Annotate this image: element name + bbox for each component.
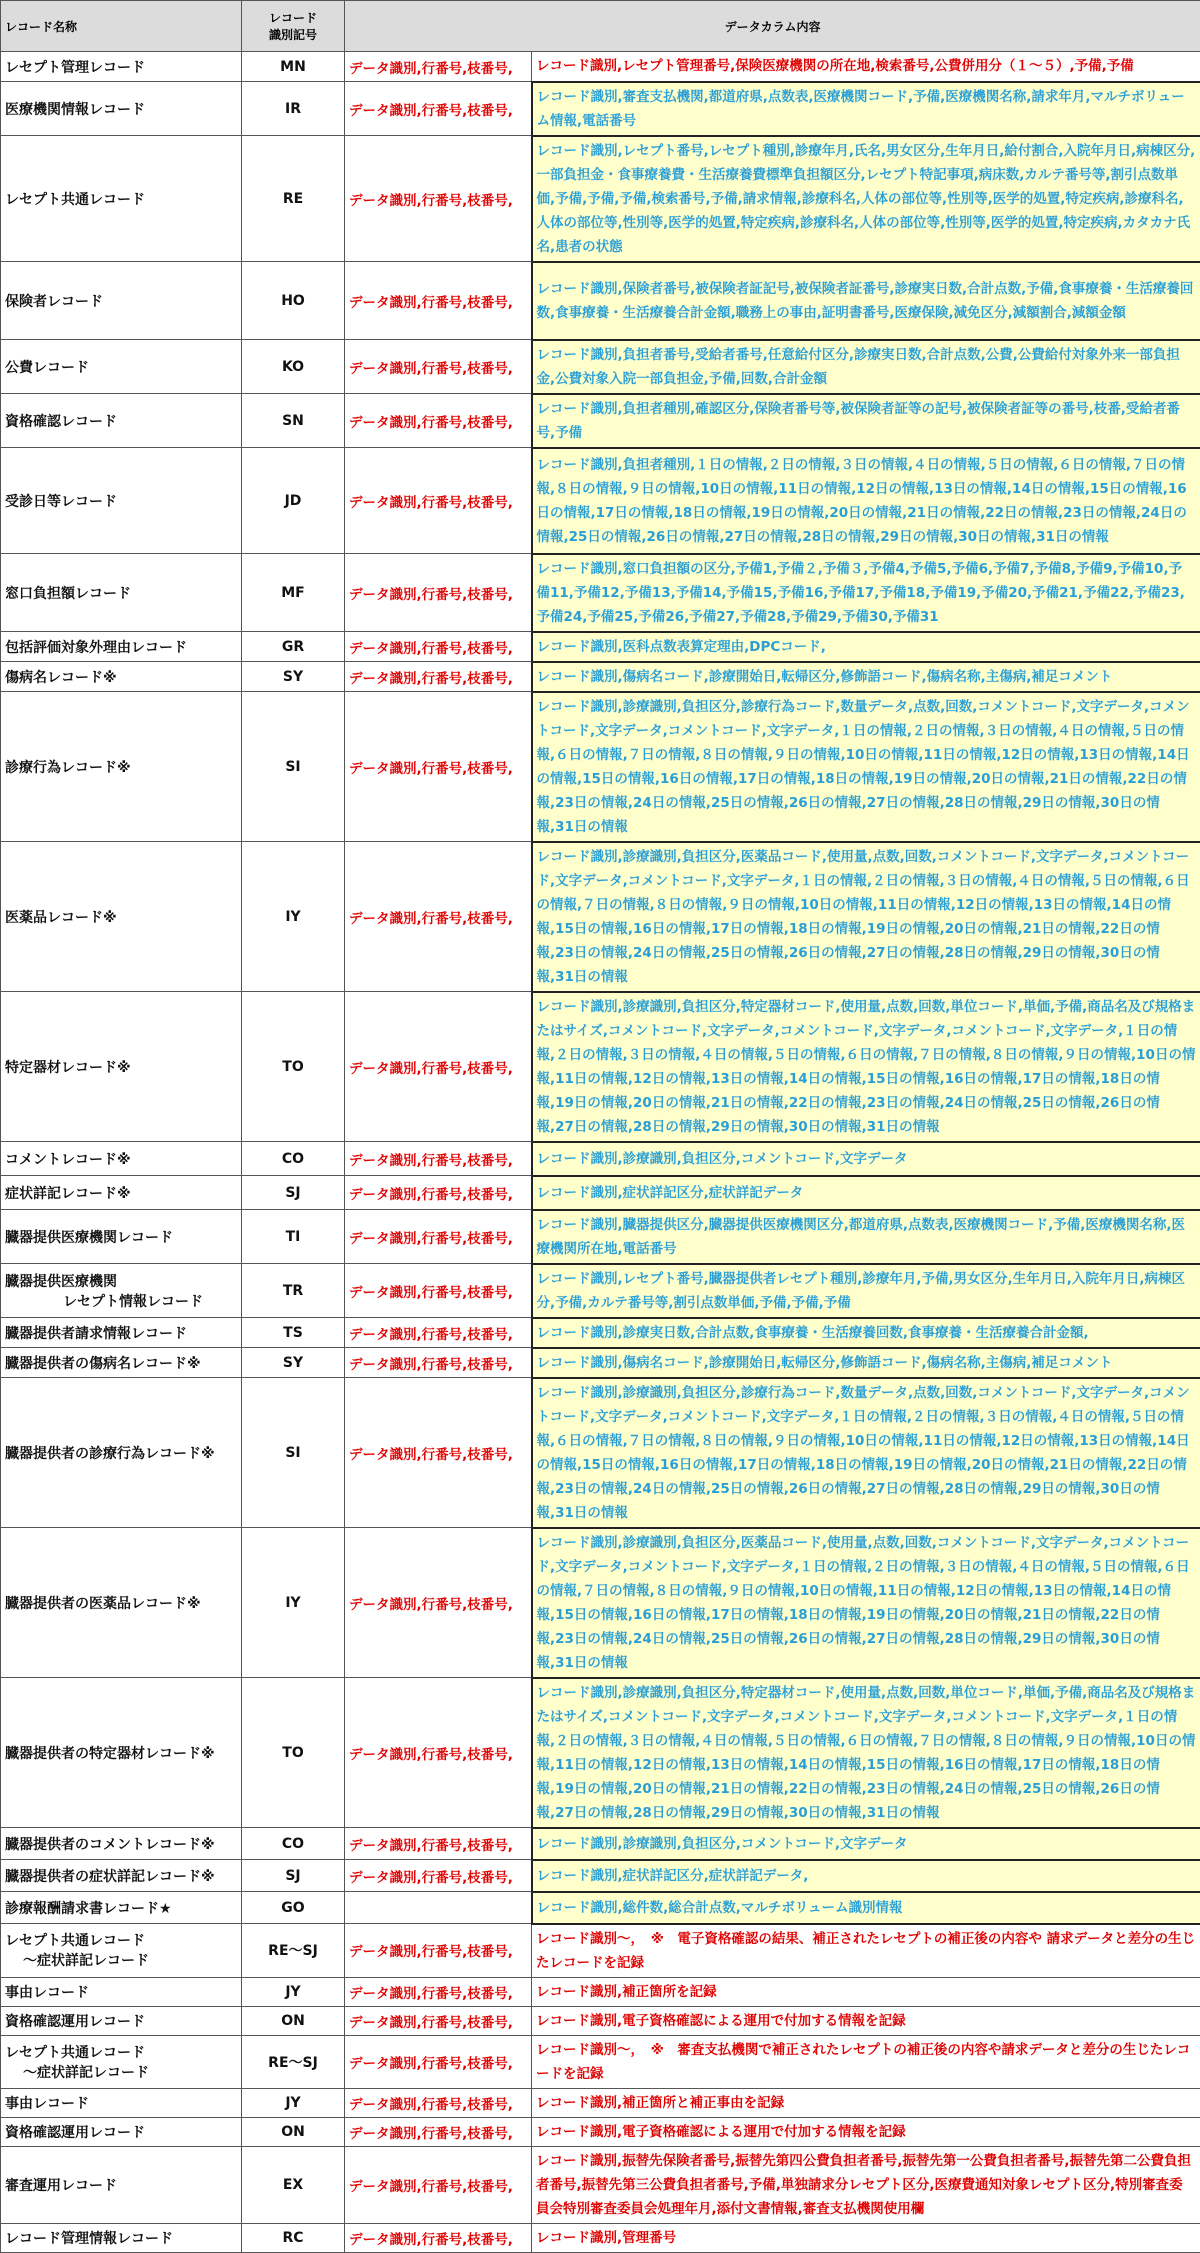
common-columns-cell: データ識別,行番号,枝番号, <box>345 448 532 554</box>
data-columns-cell: レコード識別,診療識別,負担区分,診療行為コード,数量データ,点数,回数,コメントコード,文字データ,コメントコード,文字データ,コメントコード,文字データ,１日の情報,２日の情報,３日の情報,４日の情報,５日の情報,６日の情報,７日の情報,８日の情報,９日の情報,10日の情報,11日の情報,12日の情報,13日の情報,14日の情報,15日の情報,16日の情報,17日の情報,18日の情報,19日の情報,20日の情報,21日の情報,22日の情報,23日の情報,24日の情報,25日の情報,26日の情報,27日の情報,28日の情報,29日の情報,30日の情報,31日の情報 <box>532 1378 1200 1528</box>
record-name-cell: レコード管理情報レコード <box>1 2223 242 2252</box>
data-columns-cell: レコード識別,傷病名コード,診療開始日,転帰区分,修飾語コード,傷病名称,主傷病,補足コメント <box>532 1348 1200 1378</box>
record-code-cell: SJ <box>242 1860 345 1892</box>
common-columns-cell: データ識別,行番号,枝番号, <box>345 1977 532 2006</box>
record-name-cell: レセプト共通レコード <box>1 136 242 262</box>
header-record-code: レコード 識別記号 <box>242 1 345 52</box>
record-code-cell: SI <box>242 1378 345 1528</box>
record-name-cell: 特定器材レコード※ <box>1 992 242 1142</box>
data-columns-cell: レコード識別,電子資格確認による運用で付加する情報を記録 <box>532 2117 1200 2146</box>
table-row <box>1 1828 1200 1860</box>
record-code-cell: SY <box>242 662 345 692</box>
common-columns-cell: データ識別,行番号,枝番号, <box>345 1348 532 1378</box>
record-code-cell: IY <box>242 842 345 992</box>
data-columns-cell: レコード識別,管理番号 <box>532 2223 1200 2252</box>
record-code-cell: RE <box>242 136 345 262</box>
record-code-cell: HO <box>242 262 345 340</box>
record-code-cell: TI <box>242 1210 345 1264</box>
common-columns-cell: データ識別,行番号,枝番号, <box>345 662 532 692</box>
record-code-cell: IY <box>242 1528 345 1678</box>
common-columns-cell: データ識別,行番号,枝番号, <box>345 692 532 842</box>
data-columns-cell: レコード識別,診療実日数,合計点数,食事療養・生活療養回数,食事療養・生活療養合計金額, <box>532 1318 1200 1348</box>
record-code-cell: CO <box>242 1828 345 1860</box>
data-columns-cell: レコード識別,診療識別,負担区分,診療行為コード,数量データ,点数,回数,コメントコード,文字データ,コメントコード,文字データ,コメントコード,文字データ,１日の情報,２日の情報,３日の情報,４日の情報,５日の情報,６日の情報,７日の情報,８日の情報,９日の情報,10日の情報,11日の情報,12日の情報,13日の情報,14日の情報,15日の情報,16日の情報,17日の情報,18日の情報,19日の情報,20日の情報,21日の情報,22日の情報,23日の情報,24日の情報,25日の情報,26日の情報,27日の情報,28日の情報,29日の情報,30日の情報,31日の情報 <box>532 692 1200 842</box>
data-columns-cell: レコード識別,窓口負担額の区分,予備1,予備２,予備３,予備4,予備5,予備6,予備7,予備8,予備9,予備10,予備11,予備12,予備13,予備14,予備15,予備16,予備17,予備18,予備19,予備20,予備21,予備22,予備23,予備24,予備25,予備26,予備27,予備28,予備29,予備30,予備31 <box>532 554 1200 632</box>
data-columns-cell: レコード識別～， ※ 審査支払機関で補正されたレセプトの補正後の内容や請求データと差分の生じたレコードを記録 <box>532 2035 1200 2088</box>
record-name-cell: 受診日等レコード <box>1 448 242 554</box>
table-row <box>1 1348 1200 1378</box>
record-code-cell: SY <box>242 1348 345 1378</box>
table-row <box>1 632 1200 662</box>
common-columns-cell: データ識別,行番号,枝番号, <box>345 2146 532 2223</box>
common-columns-cell: データ識別,行番号,枝番号, <box>345 2117 532 2146</box>
common-columns-cell: データ識別,行番号,枝番号, <box>345 340 532 394</box>
record-code-cell: ON <box>242 2006 345 2035</box>
table-row <box>1 662 1200 692</box>
data-columns-cell: レコード識別,傷病名コード,診療開始日,転帰区分,修飾語コード,傷病名称,主傷病,補足コメント <box>532 662 1200 692</box>
table-row <box>1 554 1200 632</box>
record-code-cell: RE～SJ <box>242 1924 345 1978</box>
record-name-cell: 保険者レコード <box>1 262 242 340</box>
record-name-cell: 臓器提供医療機関 レセプト情報レコード <box>1 1264 242 1318</box>
table-row <box>1 262 1200 340</box>
table-row <box>1 2223 1200 2252</box>
common-columns-cell: データ識別,行番号,枝番号, <box>345 842 532 992</box>
record-name-cell: 窓口負担額レコード <box>1 554 242 632</box>
table-row <box>1 1528 1200 1678</box>
common-columns-cell <box>345 1892 532 1924</box>
table-row <box>1 1924 1200 1978</box>
record-name-cell: 傷病名レコード※ <box>1 662 242 692</box>
table-row <box>1 1977 1200 2006</box>
record-name-cell: 臓器提供者の医薬品レコード※ <box>1 1528 242 1678</box>
record-name-cell: 事由レコード <box>1 2088 242 2117</box>
record-name-cell: 包括評価対象外理由レコード <box>1 632 242 662</box>
record-name-cell: 臓器提供者請求情報レコード <box>1 1318 242 1348</box>
common-columns-cell: データ識別,行番号,枝番号, <box>345 52 532 82</box>
common-columns-cell: データ識別,行番号,枝番号, <box>345 82 532 136</box>
record-code-cell: TS <box>242 1318 345 1348</box>
common-columns-cell: データ識別,行番号,枝番号, <box>345 1142 532 1176</box>
record-code-cell: KO <box>242 340 345 394</box>
data-columns-cell: レコード識別,電子資格確認による運用で付加する情報を記録 <box>532 2006 1200 2035</box>
record-name-cell: 資格確認運用レコード <box>1 2117 242 2146</box>
record-code-cell: TR <box>242 1264 345 1318</box>
record-name-cell: 審査運用レコード <box>1 2146 242 2223</box>
record-code-cell: IR <box>242 82 345 136</box>
record-code-cell: SJ <box>242 1176 345 1210</box>
record-code-cell: RE～SJ <box>242 2035 345 2088</box>
record-code-cell: SN <box>242 394 345 448</box>
data-columns-cell: レコード識別,レセプト番号,レセプト種別,診療年月,氏名,男女区分,生年月日,給付割合,入院年月日,病棟区分,一部負担金・食事療養費・生活療養費標準負担額区分,レセプト特記事項,病床数,カルテ番号等,割引点数単価,予備,予備,予備,検索番号,予備,請求情報,診療科名,人体の部位等,性別等,医学的処置,特定疾病,診療科名,人体の部位等,性別等,医学的処置,特定疾病,診療科名,人体の部位等,性別等,医学的処置,特定疾病,カタカナ氏名,患者の状態 <box>532 136 1200 262</box>
table-row <box>1 2006 1200 2035</box>
data-columns-cell: レコード識別,診療識別,負担区分,特定器材コード,使用量,点数,回数,単位コード,単価,予備,商品名及び規格またはサイズ,コメントコード,文字データ,コメントコード,文字データ,コメントコード,文字データ,１日の情報,２日の情報,３日の情報,４日の情報,５日の情報,６日の情報,７日の情報,８日の情報,９日の情報,10日の情報,11日の情報,12日の情報,13日の情報,14日の情報,15日の情報,16日の情報,17日の情報,18日の情報,19日の情報,20日の情報,21日の情報,22日の情報,23日の情報,24日の情報,25日の情報,26日の情報,27日の情報,28日の情報,29日の情報,30日の情報,31日の情報 <box>532 992 1200 1142</box>
header-row <box>1 1 1200 52</box>
data-columns-cell: レコード識別,診療識別,負担区分,特定器材コード,使用量,点数,回数,単位コード,単価,予備,商品名及び規格またはサイズ,コメントコード,文字データ,コメントコード,文字データ,コメントコード,文字データ,１日の情報,２日の情報,３日の情報,４日の情報,５日の情報,６日の情報,７日の情報,８日の情報,９日の情報,10日の情報,11日の情報,12日の情報,13日の情報,14日の情報,15日の情報,16日の情報,17日の情報,18日の情報,19日の情報,20日の情報,21日の情報,22日の情報,23日の情報,24日の情報,25日の情報,26日の情報,27日の情報,28日の情報,29日の情報,30日の情報,31日の情報 <box>532 1678 1200 1828</box>
record-code-cell: EX <box>242 2146 345 2223</box>
record-code-cell: SI <box>242 692 345 842</box>
table-row <box>1 82 1200 136</box>
data-columns-cell: レコード識別,診療識別,負担区分,医薬品コード,使用量,点数,回数,コメントコード,文字データ,コメントコード,文字データ,コメントコード,文字データ,１日の情報,２日の情報,３日の情報,４日の情報,５日の情報,６日の情報,７日の情報,８日の情報,９日の情報,10日の情報,11日の情報,12日の情報,13日の情報,14日の情報,15日の情報,16日の情報,17日の情報,18日の情報,19日の情報,20日の情報,21日の情報,22日の情報,23日の情報,24日の情報,25日の情報,26日の情報,27日の情報,28日の情報,29日の情報,30日の情報,31日の情報 <box>532 842 1200 992</box>
record-code-cell: JY <box>242 1977 345 2006</box>
record-name-cell: 事由レコード <box>1 1977 242 2006</box>
record-name-cell: 診療報酬請求書レコード★ <box>1 1892 242 1924</box>
common-columns-cell: データ識別,行番号,枝番号, <box>345 554 532 632</box>
record-name-cell: 臓器提供者の症状詳記レコード※ <box>1 1860 242 1892</box>
record-code-cell: JD <box>242 448 345 554</box>
data-columns-cell: レコード識別,症状詳記区分,症状詳記データ, <box>532 1860 1200 1892</box>
record-code-cell: GO <box>242 1892 345 1924</box>
data-columns-cell: レコード識別,負担者種別,確認区分,保険者番号等,被保険者証等の記号,被保険者証等の番号,枝番,受給者番号,予備 <box>532 394 1200 448</box>
common-columns-cell: データ識別,行番号,枝番号, <box>345 632 532 662</box>
data-columns-cell: レコード識別,負担者番号,受給者番号,任意給付区分,診療実日数,合計点数,公費,公費給付対象外来一部負担金,公費対象入院一部負担金,予備,回数,合計金額 <box>532 340 1200 394</box>
common-columns-cell: データ識別,行番号,枝番号, <box>345 1860 532 1892</box>
common-columns-cell: データ識別,行番号,枝番号, <box>345 1528 532 1678</box>
record-name-cell: 臓器提供者の診療行為レコード※ <box>1 1378 242 1528</box>
data-columns-cell: レコード識別,負担者種別,１日の情報,２日の情報,３日の情報,４日の情報,５日の情報,６日の情報,７日の情報,８日の情報,９日の情報,10日の情報,11日の情報,12日の情報,13日の情報,14日の情報,15日の情報,16日の情報,17日の情報,18日の情報,19日の情報,20日の情報,21日の情報,22日の情報,23日の情報,24日の情報,25日の情報,26日の情報,27日の情報,28日の情報,29日の情報,30日の情報,31日の情報 <box>532 448 1200 554</box>
table-row <box>1 52 1200 82</box>
record-code-cell: CO <box>242 1142 345 1176</box>
record-name-cell: 診療行為レコード※ <box>1 692 242 842</box>
table-row <box>1 1142 1200 1176</box>
record-code-cell: TO <box>242 992 345 1142</box>
table-row <box>1 1860 1200 1892</box>
table-row <box>1 340 1200 394</box>
table-row <box>1 136 1200 262</box>
common-columns-cell: データ識別,行番号,枝番号, <box>345 2088 532 2117</box>
record-name-cell: 臓器提供医療機関レコード <box>1 1210 242 1264</box>
header-record-name: レコード名称 <box>1 1 242 52</box>
record-code-cell: MF <box>242 554 345 632</box>
common-columns-cell: データ識別,行番号,枝番号, <box>345 1210 532 1264</box>
record-code-cell: JY <box>242 2088 345 2117</box>
data-columns-cell: レコード識別,レセプト番号,臓器提供者レセプト種別,診療年月,予備,男女区分,生年月日,入院年月日,病棟区分,予備,カルテ番号等,割引点数単価,予備,予備,予備 <box>532 1264 1200 1318</box>
record-name-cell: レセプト共通レコード ～症状詳記レコード <box>1 2035 242 2088</box>
record-code-cell: MN <box>242 52 345 82</box>
record-name-cell: コメントレコード※ <box>1 1142 242 1176</box>
record-name-cell: 臓器提供者の傷病名レコード※ <box>1 1348 242 1378</box>
data-columns-cell: レコード識別,保険者番号,被保険者証記号,被保険者証番号,診療実日数,合計点数,予備,食事療養・生活療養回数,食事療養・生活療養合計金額,職務上の事由,証明書番号,医療保険,減免区分,減額割合,減額金額 <box>532 262 1200 340</box>
table-row <box>1 2088 1200 2117</box>
table-body <box>1 52 1200 2253</box>
data-columns-cell: レコード識別,振替先保険者番号,振替先第四公費負担者番号,振替先第一公費負担者番号,振替先第二公費負担者番号,振替先第三公費負担者番号,予備,単独請求分レセプト区分,医療費通知対象レセプト区分,特別審査委員会特別審査委員会処理年月,添付文書情報,審査支払機関使用欄 <box>532 2146 1200 2223</box>
data-columns-cell: レコード識別,診療識別,負担区分,医薬品コード,使用量,点数,回数,コメントコード,文字データ,コメントコード,文字データ,コメントコード,文字データ,１日の情報,２日の情報,３日の情報,４日の情報,５日の情報,６日の情報,７日の情報,８日の情報,９日の情報,10日の情報,11日の情報,12日の情報,13日の情報,14日の情報,15日の情報,16日の情報,17日の情報,18日の情報,19日の情報,20日の情報,21日の情報,22日の情報,23日の情報,24日の情報,25日の情報,26日の情報,27日の情報,28日の情報,29日の情報,30日の情報,31日の情報 <box>532 1528 1200 1678</box>
table-row <box>1 1378 1200 1528</box>
table-row <box>1 1210 1200 1264</box>
table-row <box>1 1892 1200 1924</box>
common-columns-cell: データ識別,行番号,枝番号, <box>345 1318 532 1348</box>
data-columns-cell: レコード識別,総件数,総合計点数,マルチボリューム識別情報 <box>532 1892 1200 1924</box>
common-columns-cell: データ識別,行番号,枝番号, <box>345 394 532 448</box>
table-row <box>1 842 1200 992</box>
common-columns-cell: データ識別,行番号,枝番号, <box>345 1176 532 1210</box>
data-columns-cell: レコード識別,診療識別,負担区分,コメントコード,文字データ <box>532 1828 1200 1860</box>
record-name-cell: 医薬品レコード※ <box>1 842 242 992</box>
table-row <box>1 2117 1200 2146</box>
table-row <box>1 394 1200 448</box>
common-columns-cell: データ識別,行番号,枝番号, <box>345 1378 532 1528</box>
data-columns-cell: レコード識別,医科点数表算定理由,DPCコード, <box>532 632 1200 662</box>
data-columns-cell: レコード識別,臓器提供区分,臓器提供医療機関区分,都道府県,点数表,医療機関コード,予備,医療機関名称,医療機関所在地,電話番号 <box>532 1210 1200 1264</box>
common-columns-cell: データ識別,行番号,枝番号, <box>345 1828 532 1860</box>
table-row <box>1 448 1200 554</box>
common-columns-cell: データ識別,行番号,枝番号, <box>345 262 532 340</box>
table-row <box>1 1318 1200 1348</box>
data-columns-cell: レコード識別～， ※ 電子資格確認の結果、補正されたレセプトの補正後の内容や 請求データと差分の生じたレコードを記録 <box>532 1924 1200 1978</box>
common-columns-cell: データ識別,行番号,枝番号, <box>345 2223 532 2252</box>
common-columns-cell: データ識別,行番号,枝番号, <box>345 1924 532 1978</box>
record-name-cell: 公費レコード <box>1 340 242 394</box>
data-columns-cell: レコード識別,審査支払機関,都道府県,点数表,医療機関コード,予備,医療機関名称,請求年月,マルチボリューム情報,電話番号 <box>532 82 1200 136</box>
data-columns-cell: レコード識別,診療識別,負担区分,コメントコード,文字データ <box>532 1142 1200 1176</box>
table-row <box>1 1176 1200 1210</box>
data-columns-cell: レコード識別,レセプト管理番号,保険医療機関の所在地,検索番号,公費併用分（１～５）,予備,予備 <box>532 52 1200 82</box>
data-columns-cell: レコード識別,補正箇所と補正事由を記録 <box>532 2088 1200 2117</box>
record-code-cell: GR <box>242 632 345 662</box>
common-columns-cell: データ識別,行番号,枝番号, <box>345 1264 532 1318</box>
header-data-columns: データカラム内容 <box>345 1 1200 52</box>
record-code-cell: RC <box>242 2223 345 2252</box>
data-columns-cell: レコード識別,症状詳記区分,症状詳記データ <box>532 1176 1200 1210</box>
record-name-cell: 資格確認レコード <box>1 394 242 448</box>
record-name-cell: レセプト管理レコード <box>1 52 242 82</box>
record-name-cell: 症状詳記レコード※ <box>1 1176 242 1210</box>
table-row <box>1 2146 1200 2223</box>
record-name-cell: 臓器提供者の特定器材レコード※ <box>1 1678 242 1828</box>
data-columns-cell: レコード識別,補正箇所を記録 <box>532 1977 1200 2006</box>
record-code-cell: TO <box>242 1678 345 1828</box>
table-row <box>1 992 1200 1142</box>
record-name-cell: 臓器提供者のコメントレコード※ <box>1 1828 242 1860</box>
table-row <box>1 1264 1200 1318</box>
record-name-cell: レセプト共通レコード ～症状詳記レコード <box>1 1924 242 1978</box>
common-columns-cell: データ識別,行番号,枝番号, <box>345 992 532 1142</box>
common-columns-cell: データ識別,行番号,枝番号, <box>345 136 532 262</box>
common-columns-cell: データ識別,行番号,枝番号, <box>345 1678 532 1828</box>
record-name-cell: 資格確認運用レコード <box>1 2006 242 2035</box>
record-name-cell: 医療機関情報レコード <box>1 82 242 136</box>
common-columns-cell: データ識別,行番号,枝番号, <box>345 2006 532 2035</box>
table-row <box>1 692 1200 842</box>
record-code-cell: ON <box>242 2117 345 2146</box>
common-columns-cell: データ識別,行番号,枝番号, <box>345 2035 532 2088</box>
table-row <box>1 1678 1200 1828</box>
table-row <box>1 2035 1200 2088</box>
